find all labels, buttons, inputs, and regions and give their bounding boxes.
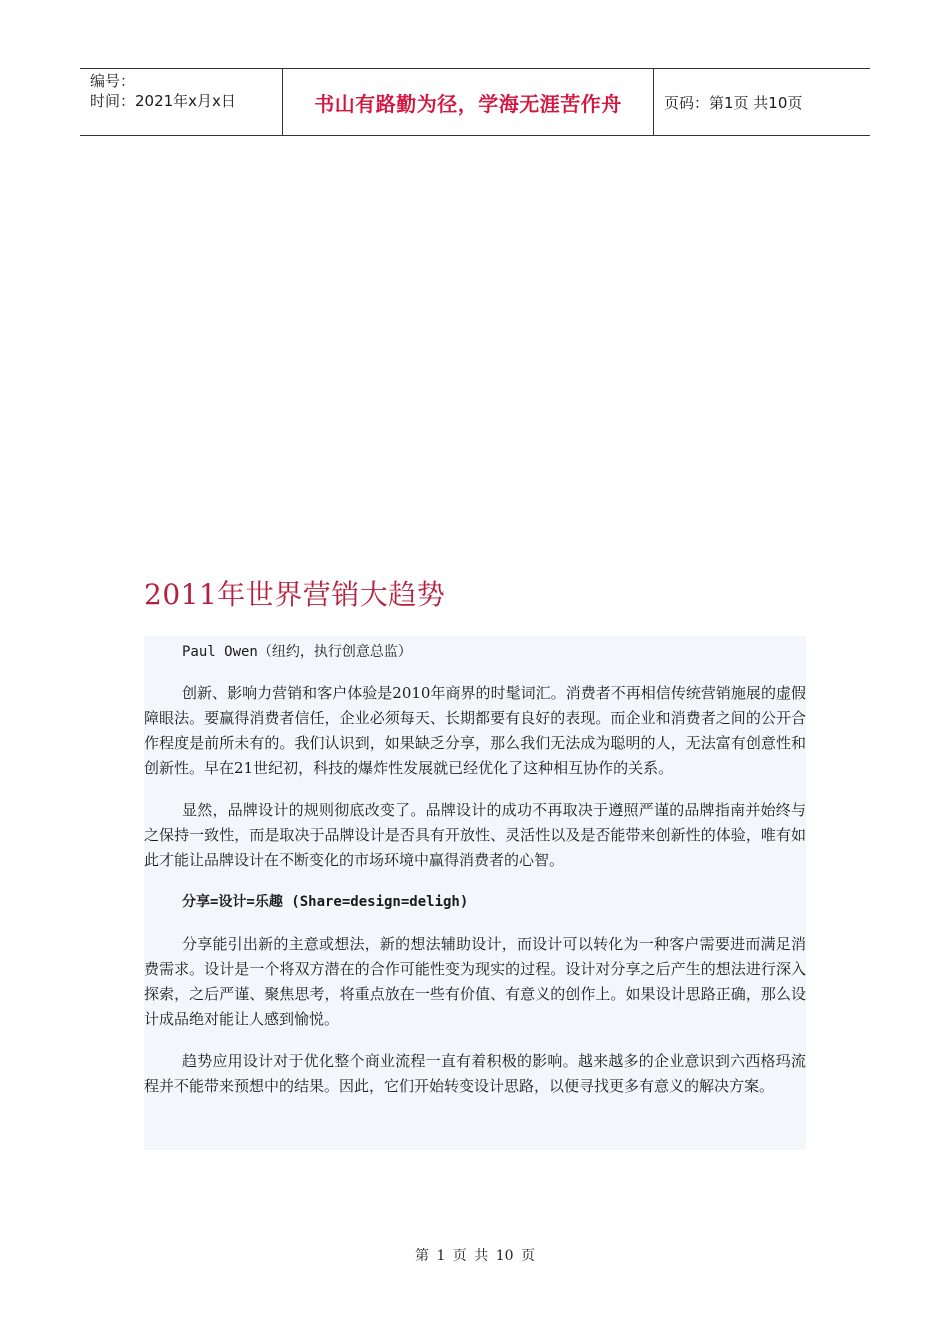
article-author: Paul Owen（纽约，执行创意总监） <box>182 644 412 660</box>
header-motto-cell <box>282 69 654 135</box>
article-paragraph: 创新、影响力营销和客户体验是2010年商界的时髦词汇。消费者不再相信传统营销施展的虚假障眼法。要赢得消费者信任，企业必须每天、长期都要有良好的表现。而企业和消费者之间的公开合作程度是前所未有的。我们认识到，如果缺乏分享，那么我们无法成为聪明的人，无法富有创意性和创新性。早在21世纪初，科技的爆炸性发展就已经优化了这种相互协作的关系。 <box>144 684 806 777</box>
article-paragraph: 分享能引出新的主意或想法，新的想法辅助设计，而设计可以转化为一种客户需要进而满足消费需求。设计是一个将双方潜在的合作可能性变为现实的过程。设计对分享之后产生的想法进行深入探索，之后严谨、聚焦思考，将重点放在一些有价值、有意义的创作上。如果设计思路正确，那么设计成品绝对能让人感到愉悦。 <box>144 935 806 1028</box>
article-title: 2011年世界营销大趋势 <box>144 578 446 611</box>
motto-text: 书山有路勤为径，学海无涯苦作舟 <box>314 91 622 116</box>
date-label: 时间：2021年x月x日 <box>90 92 236 110</box>
article-paragraph: 显然，品牌设计的规则彻底改变了。品牌设计的成功不再取决于遵照严谨的品牌指南并始终与之保持一致性，而是取决于品牌设计是否具有开放性、灵活性以及是否能带来创新性的体验，唯有如此才能让品牌设计在不断变化的市场环境中赢得消费者的心智。 <box>144 801 806 869</box>
code-label: 编号： <box>90 72 136 90</box>
page-footer: 第 1 页 共 10 页 <box>415 1248 535 1264</box>
header-page-cell <box>654 69 870 135</box>
article-body <box>144 636 806 1150</box>
article-subheading: 分享=设计=乐趣 (Share=design=deligh) <box>182 894 469 910</box>
header-table <box>80 68 870 136</box>
article-paragraph: 趋势应用设计对于优化整个商业流程一直有着积极的影响。越来越多的企业意识到六西格玛流程并不能带来预想中的结果。因此，它们开始转变设计思路，以便寻找更多有意义的解决方案。 <box>144 1052 806 1095</box>
header-meta-cell <box>80 69 282 135</box>
page-info: 页码：第1页 共10页 <box>664 93 803 112</box>
